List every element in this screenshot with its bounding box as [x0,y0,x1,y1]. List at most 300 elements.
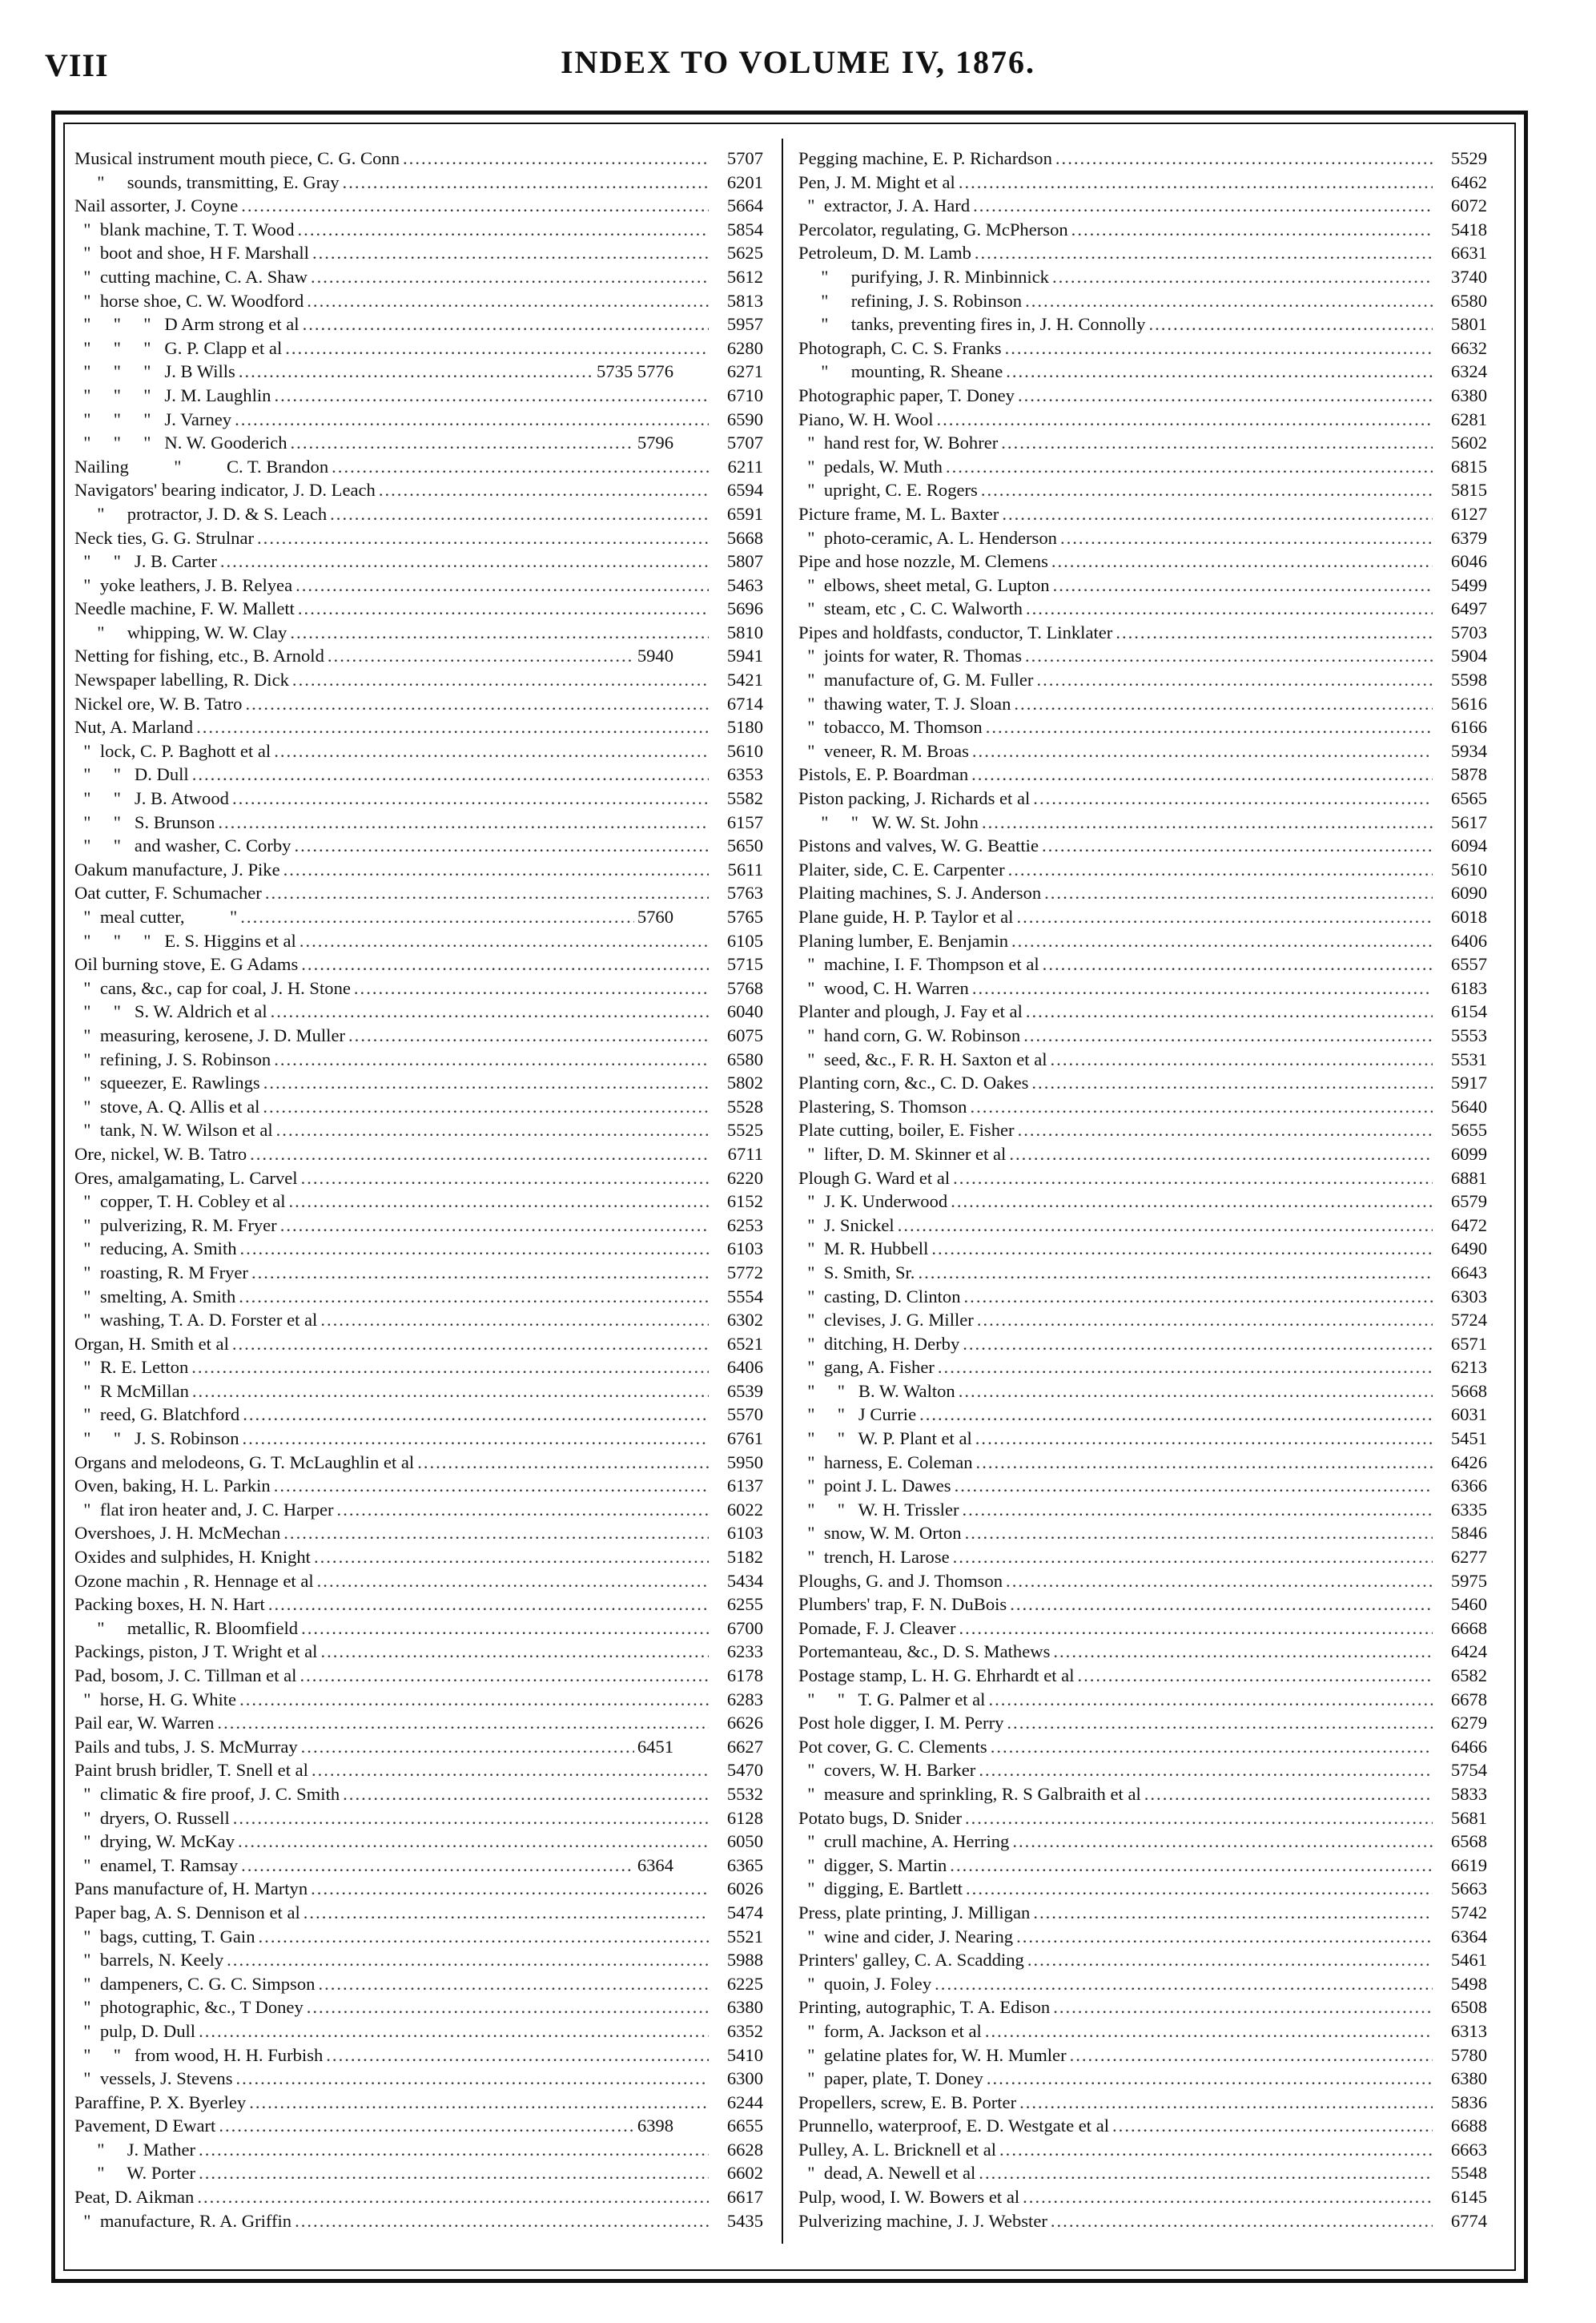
index-entry [798,2067,1487,2091]
dot-leader [919,1403,1433,1427]
entry-page-number: 6426 [1450,1451,1487,1472]
index-entry [798,2114,1487,2138]
entry-page-number: 5421 [726,670,763,690]
entry-text: " purifying, J. R. Minbinnick [798,266,1049,287]
dot-leader [263,1095,709,1119]
entry-page-number: 6462 [1450,171,1487,192]
entry-text: Oat cutter, F. Schumacher [74,883,262,904]
index-entry [74,1877,763,1901]
entry-text: Musical instrument mouth piece, C. G. Conn [74,148,400,168]
entry-page-number: 5668 [1450,1380,1487,1401]
dot-leader [192,763,709,787]
dot-leader [918,1261,1433,1285]
dot-leader [1016,1925,1433,1949]
entry-text: " cutting machine, C. A. Shaw [74,266,308,287]
entry-page-number: 6626 [726,1713,763,1733]
entry-page-number: 6424 [1450,1641,1487,1662]
entry-page-number: 5180 [726,717,763,738]
entry-text: " hand corn, G. W. Robinson [798,1025,1021,1045]
entry-text: " extractor, J. A. Hard [798,195,971,216]
entry-alt-number: 6364 [637,1854,673,1875]
entry-text: Nailing " C. T. Brandon [74,456,329,477]
entry-text: Oil burning stove, E. G Adams [74,954,299,975]
index-entry [798,2019,1487,2043]
entry-page-number: 6018 [1450,907,1487,927]
entry-text: " copper, T. H. Cobley et al [74,1191,286,1212]
entry-page-number: 5418 [1450,219,1487,240]
page-title: INDEX TO VOLUME IV, 1876. [560,44,1036,80]
dot-leader [241,194,709,218]
entry-text: Ores, amalgamating, L. Carvel [74,1167,298,1188]
index-entry [798,1640,1487,1664]
entry-text: " dryers, O. Russell [74,1807,230,1828]
entry-text: " quoin, J. Foley [798,1973,932,1994]
entry-text: " mounting, R. Sheane [798,361,1003,382]
entry-text: " dead, A. Newell et al [798,2163,976,2184]
page-header [0,0,1596,96]
entry-page-number: 6619 [1450,1854,1487,1875]
index-column-left [74,147,763,2232]
index-entry [74,574,763,598]
index-entry [798,1403,1487,1427]
dot-leader [301,1735,634,1759]
index-entry [74,597,763,621]
index-entry [798,1190,1487,1214]
index-entry [798,194,1487,218]
entry-page-number: 6580 [1450,290,1487,311]
index-entry [74,644,763,668]
index-entry [74,171,763,195]
index-entry [798,1095,1487,1119]
entry-page-number: 6565 [1450,788,1487,809]
entry-text: " " J. B. Atwood [74,788,229,809]
entry-text: Pistols, E. P. Boardman [798,764,969,785]
entry-page-number: 6152 [726,1191,763,1212]
entry-page-number: 5807 [726,551,763,572]
dot-leader [348,1024,709,1048]
dot-leader [298,218,709,242]
index-entry [798,1877,1487,1901]
index-entry [798,2091,1487,2115]
entry-page-number: 6279 [1450,1713,1487,1733]
index-entry [74,1451,763,1475]
entry-text: Neck ties, G. G. Strulnar [74,527,255,548]
index-entry [798,1972,1487,1996]
entry-page-number: 6281 [1450,409,1487,429]
entry-text: " enamel, T. Ramsay [74,1854,239,1875]
entry-page-number: 6580 [726,1049,763,1069]
entry-text: Oven, baking, H. L. Parkin [74,1476,271,1496]
index-entry [74,1948,763,1972]
dot-leader [951,1190,1433,1214]
entry-text: " elbows, sheet metal, G. Lupton [798,574,1050,595]
index-entry [74,1332,763,1356]
dot-leader [965,1521,1433,1545]
dot-leader [283,858,709,882]
entry-text: Plumbers' trap, F. N. DuBois [798,1594,1007,1615]
entry-page-number: 6380 [726,1997,763,2018]
entry-text: " vessels, J. Stevens [74,2068,233,2089]
entry-text: " M. R. Hubbell [798,1238,929,1259]
entry-text: Postage stamp, L. H. G. Ehrhardt et al [798,1665,1075,1685]
index-entry [74,905,763,929]
index-entry [74,550,763,574]
dot-leader [955,1474,1433,1498]
index-entry [798,1948,1487,1972]
entry-page-number: 5802 [726,1073,763,1093]
index-entry [798,739,1487,763]
entry-page-number: 6881 [1450,1167,1487,1188]
index-entry [74,1521,763,1545]
entry-page-number: 6283 [726,1689,763,1709]
dot-leader [1018,1118,1433,1142]
entry-page-number: 5499 [1450,574,1487,595]
index-column-right [798,147,1487,2232]
entry-page-number: 6255 [726,1594,763,1615]
entry-page-number: 6602 [726,2163,763,2184]
dot-leader [1025,644,1433,668]
entry-page-number: 5498 [1450,1973,1487,1994]
index-entry [74,218,763,242]
index-entry [74,289,763,313]
index-entry [798,1830,1487,1854]
entry-text: " pulverizing, R. M. Fryer [74,1214,277,1235]
dot-leader [1052,265,1433,289]
entry-page-number: 5765 [726,907,763,927]
index-entry [798,692,1487,716]
entry-page-number: 6539 [726,1380,763,1401]
dot-leader [999,2138,1433,2162]
index-entry [798,1308,1487,1332]
entry-page-number: 5854 [726,219,763,240]
entry-text: " horse, H. G. White [74,1689,237,1709]
entry-page-number: 6379 [1450,527,1487,548]
index-entry [798,1166,1487,1190]
dot-leader [196,715,709,739]
index-entry [74,1616,763,1641]
index-entry [74,668,763,692]
entry-text: " washing, T. A. D. Forster et al [74,1310,318,1331]
entry-page-number: 5707 [726,148,763,168]
entry-page-number: 5810 [726,622,763,642]
dot-leader [320,1308,709,1332]
dot-leader [1011,929,1433,953]
entry-text: Piston packing, J. Richards et al [798,788,1031,809]
dot-leader [220,550,709,574]
dot-leader [1005,336,1433,360]
index-entry [74,1735,763,1759]
entry-text: Netting for fishing, etc., B. Arnold [74,646,324,666]
index-entry [798,1758,1487,1782]
index-entry [798,2185,1487,2209]
index-entry [74,1830,763,1854]
entry-text: " " J. B. Carter [74,551,217,572]
entry-page-number: 6406 [726,1357,763,1378]
entry-text: " pulp, D. Dull [74,2020,196,2041]
entry-text: " digger, S. Martin [798,1854,947,1875]
index-frame [51,111,1528,2283]
entry-page-number: 6668 [1450,1617,1487,1638]
index-entry [74,1498,763,1522]
index-entry [74,526,763,550]
entry-page-number: 6490 [1450,1238,1487,1259]
entry-text: " covers, W. H. Barker [798,1760,976,1781]
index-entry [798,1854,1487,1878]
index-entry [74,336,763,360]
entry-page-number: 5754 [1450,1760,1487,1781]
index-entry [798,811,1487,835]
entry-text: Oakum manufacture, J. Pike [74,859,280,880]
dot-leader [235,408,709,432]
dot-leader [1023,1024,1433,1048]
entry-page-number: 6663 [1450,2139,1487,2160]
index-entry [74,929,763,953]
dot-leader [965,1806,1433,1830]
index-entry [74,1285,763,1309]
index-entry [74,1071,763,1095]
entry-page-number: 5763 [726,883,763,904]
entry-text: " " " G. P. Clapp et al [74,337,283,358]
entry-page-number: 6244 [726,2092,763,2112]
entry-page-number: 6031 [1450,1404,1487,1425]
dot-leader [239,1688,709,1712]
entry-text: Post hole digger, I. M. Perry [798,1713,1004,1733]
entry-text: " " J. S. Robinson [74,1428,239,1449]
entry-page-number: 5742 [1450,1902,1487,1922]
entry-text: " thawing water, T. J. Sloan [798,693,1011,714]
dot-leader [301,952,709,976]
dot-leader [241,1854,634,1878]
entry-text: " stove, A. Q. Allis et al [74,1096,260,1117]
entry-alt-number: 6398 [637,2116,673,2136]
entry-text: Pegging machine, E. P. Richardson [798,148,1052,168]
entry-text: Overshoes, J. H. McMechan [74,1523,281,1544]
entry-page-number: 6815 [1450,456,1487,477]
dot-leader [307,289,709,313]
entry-text: Paraffine, P. X. Byerley [74,2092,247,2112]
index-entry [74,1592,763,1616]
entry-page-number: 5474 [726,1902,763,1922]
dot-leader [1051,550,1433,574]
dot-leader [988,1688,1433,1712]
entry-text: " ditching, H. Derby [798,1333,960,1354]
entry-page-number: 6072 [1450,195,1487,216]
entry-alt-number: 6451 [637,1736,673,1757]
entry-text: " whipping, W. W. Clay [74,622,287,642]
dot-leader [979,2161,1433,2185]
dot-leader [283,1521,709,1545]
entry-page-number: 5668 [726,527,763,548]
entry-page-number: 6591 [726,503,763,524]
entry-text: Plastering, S. Thomson [798,1096,967,1117]
entry-page-number: 5525 [726,1120,763,1141]
index-entry [798,763,1487,787]
entry-page-number: 6590 [726,409,763,429]
entry-page-number: 5610 [1450,859,1487,880]
index-entry [798,905,1487,929]
index-entry [798,1688,1487,1712]
entry-text: " refining, J. S. Robinson [798,290,1023,311]
index-entry [798,1735,1487,1759]
dot-leader [276,1118,709,1142]
entry-text: " " D. Dull [74,764,189,785]
dot-leader [938,1355,1433,1379]
entry-page-number: 5715 [726,954,763,975]
entry-page-number: 6466 [1450,1736,1487,1757]
index-entry [798,1451,1487,1475]
entry-text: " lock, C. P. Baghott et al [74,740,271,761]
index-entry [798,1142,1487,1166]
dot-leader [959,1379,1433,1403]
entry-page-number: 6050 [726,1831,763,1852]
entry-text: " S. Smith, Sr. [798,1262,915,1282]
index-entry [798,550,1487,574]
entry-text: " pedals, W. Muth [798,456,943,477]
index-entry [74,1640,763,1664]
index-entry [74,312,763,336]
entry-text: " measuring, kerosene, J. D. Muller [74,1025,346,1045]
dot-leader [232,787,709,811]
index-entry [798,1427,1487,1451]
index-entry [798,455,1487,479]
entry-page-number: 5941 [726,646,763,666]
index-entry [798,1711,1487,1735]
dot-leader [970,1095,1433,1119]
entry-text: Organ, H. Smith et al [74,1333,229,1354]
dot-leader [199,2138,709,2162]
entry-page-number: 6594 [726,480,763,501]
entry-text: " " " J. B Wills [74,361,235,382]
entry-page-number: 6710 [726,384,763,405]
index-entry [74,1782,763,1806]
index-entry [798,2161,1487,2185]
dot-leader [982,811,1433,835]
entry-page-number: 6026 [726,1878,763,1899]
entry-text: " cans, &c., cap for coal, J. H. Stone [74,977,351,998]
entry-page-number: 6103 [726,1238,763,1259]
index-entry [74,455,763,479]
entry-page-number: 6761 [726,1428,763,1449]
entry-page-number: 5663 [1450,1878,1487,1899]
entry-text: Paint brush bridler, T. Snell et al [74,1760,308,1781]
dot-leader [1026,597,1433,621]
entry-page-number: 5917 [1450,1073,1487,1093]
index-entry [74,2091,763,2115]
index-entry [74,1901,763,1925]
entry-text: " R McMillan [74,1380,189,1401]
index-entry [798,1048,1487,1072]
entry-page-number: 6364 [1450,1926,1487,1947]
dot-leader [991,1735,1433,1759]
index-entry [798,1118,1487,1142]
entry-text: Pulverizing machine, J. J. Webster [798,2210,1047,2231]
index-entry [74,241,763,265]
index-entry [798,1806,1487,1830]
dot-leader [312,1758,709,1782]
index-entry [74,1379,763,1403]
dot-leader [987,2067,1433,2091]
entry-text: " flat iron heater and, J. C. Harper [74,1499,334,1520]
dot-leader [1009,1142,1433,1166]
index-entry [798,1285,1487,1309]
entry-text: Oxides and sulphides, H. Knight [74,1547,311,1568]
entry-text: Packing boxes, H. N. Hart [74,1594,265,1615]
index-entry [74,1664,763,1688]
dot-leader [312,241,709,265]
index-entry [798,265,1487,289]
entry-text: Plate cutting, boiler, E. Fisher [798,1120,1015,1141]
entry-text: Pails and tubs, J. S. McMurray [74,1736,298,1757]
entry-text: " " " D Arm strong et al [74,314,300,335]
index-entry [74,1545,763,1569]
index-entry [798,2209,1487,2233]
entry-text: " horse shoe, C. W. Woodford [74,290,304,311]
entry-page-number: 6628 [726,2139,763,2160]
index-entry [798,241,1487,265]
entry-text: Photographic paper, T. Doney [798,384,1015,405]
entry-page-number: 5553 [1450,1025,1487,1045]
entry-page-number: 6678 [1450,1689,1487,1709]
index-entry [798,715,1487,739]
dot-leader [328,644,634,668]
entry-page-number: 5434 [726,1570,763,1591]
index-entry [74,1854,763,1878]
dot-leader [354,976,709,1000]
entry-page-number: 6568 [1450,1831,1487,1852]
dot-leader [343,171,709,195]
entry-text: " trench, H. Larose [798,1547,950,1568]
index-entry [74,147,763,171]
entry-text: " " W. P. Plant et al [798,1428,972,1449]
index-entry [798,881,1487,905]
dot-leader [307,1995,709,2019]
entry-text: Photograph, C. C. S. Franks [798,337,1002,358]
index-entry [74,2114,763,2138]
dot-leader [1012,1830,1433,1854]
entry-page-number: 6472 [1450,1214,1487,1235]
entry-text: Piano, W. H. Wool [798,409,934,429]
dot-leader [981,478,1433,502]
index-entry [74,976,763,1000]
dot-leader [1071,218,1433,242]
index-entry [798,1214,1487,1238]
index-entry [798,1261,1487,1285]
index-entry [798,1024,1487,1048]
entry-page-number: 5610 [726,740,763,761]
entry-text: Needle machine, F. W. Mallett [74,598,295,619]
index-entry [74,1427,763,1451]
entry-text: " " S. W. Aldrich et al [74,1001,267,1022]
entry-text: " R. E. Letton [74,1357,189,1378]
index-entry [74,952,763,976]
index-entry [74,1995,763,2019]
entry-text: " point J. L. Dawes [798,1476,951,1496]
index-entry [798,1592,1487,1616]
entry-text: " crull machine, A. Herring [798,1831,1010,1852]
entry-text: Nut, A. Marland [74,717,194,738]
index-entry [798,574,1487,598]
entry-page-number: 6365 [726,1854,763,1875]
entry-text: " climatic & fire proof, J. C. Smith [74,1783,340,1804]
entry-page-number: 6571 [1450,1333,1487,1354]
entry-page-number: 5801 [1450,314,1487,335]
index-entry [74,811,763,835]
entry-text: " blank machine, T. T. Wood [74,219,295,240]
dot-leader [937,408,1433,432]
entry-text: Petroleum, D. M. Lamb [798,243,971,264]
dot-leader [986,715,1433,739]
dot-leader [959,1616,1433,1641]
